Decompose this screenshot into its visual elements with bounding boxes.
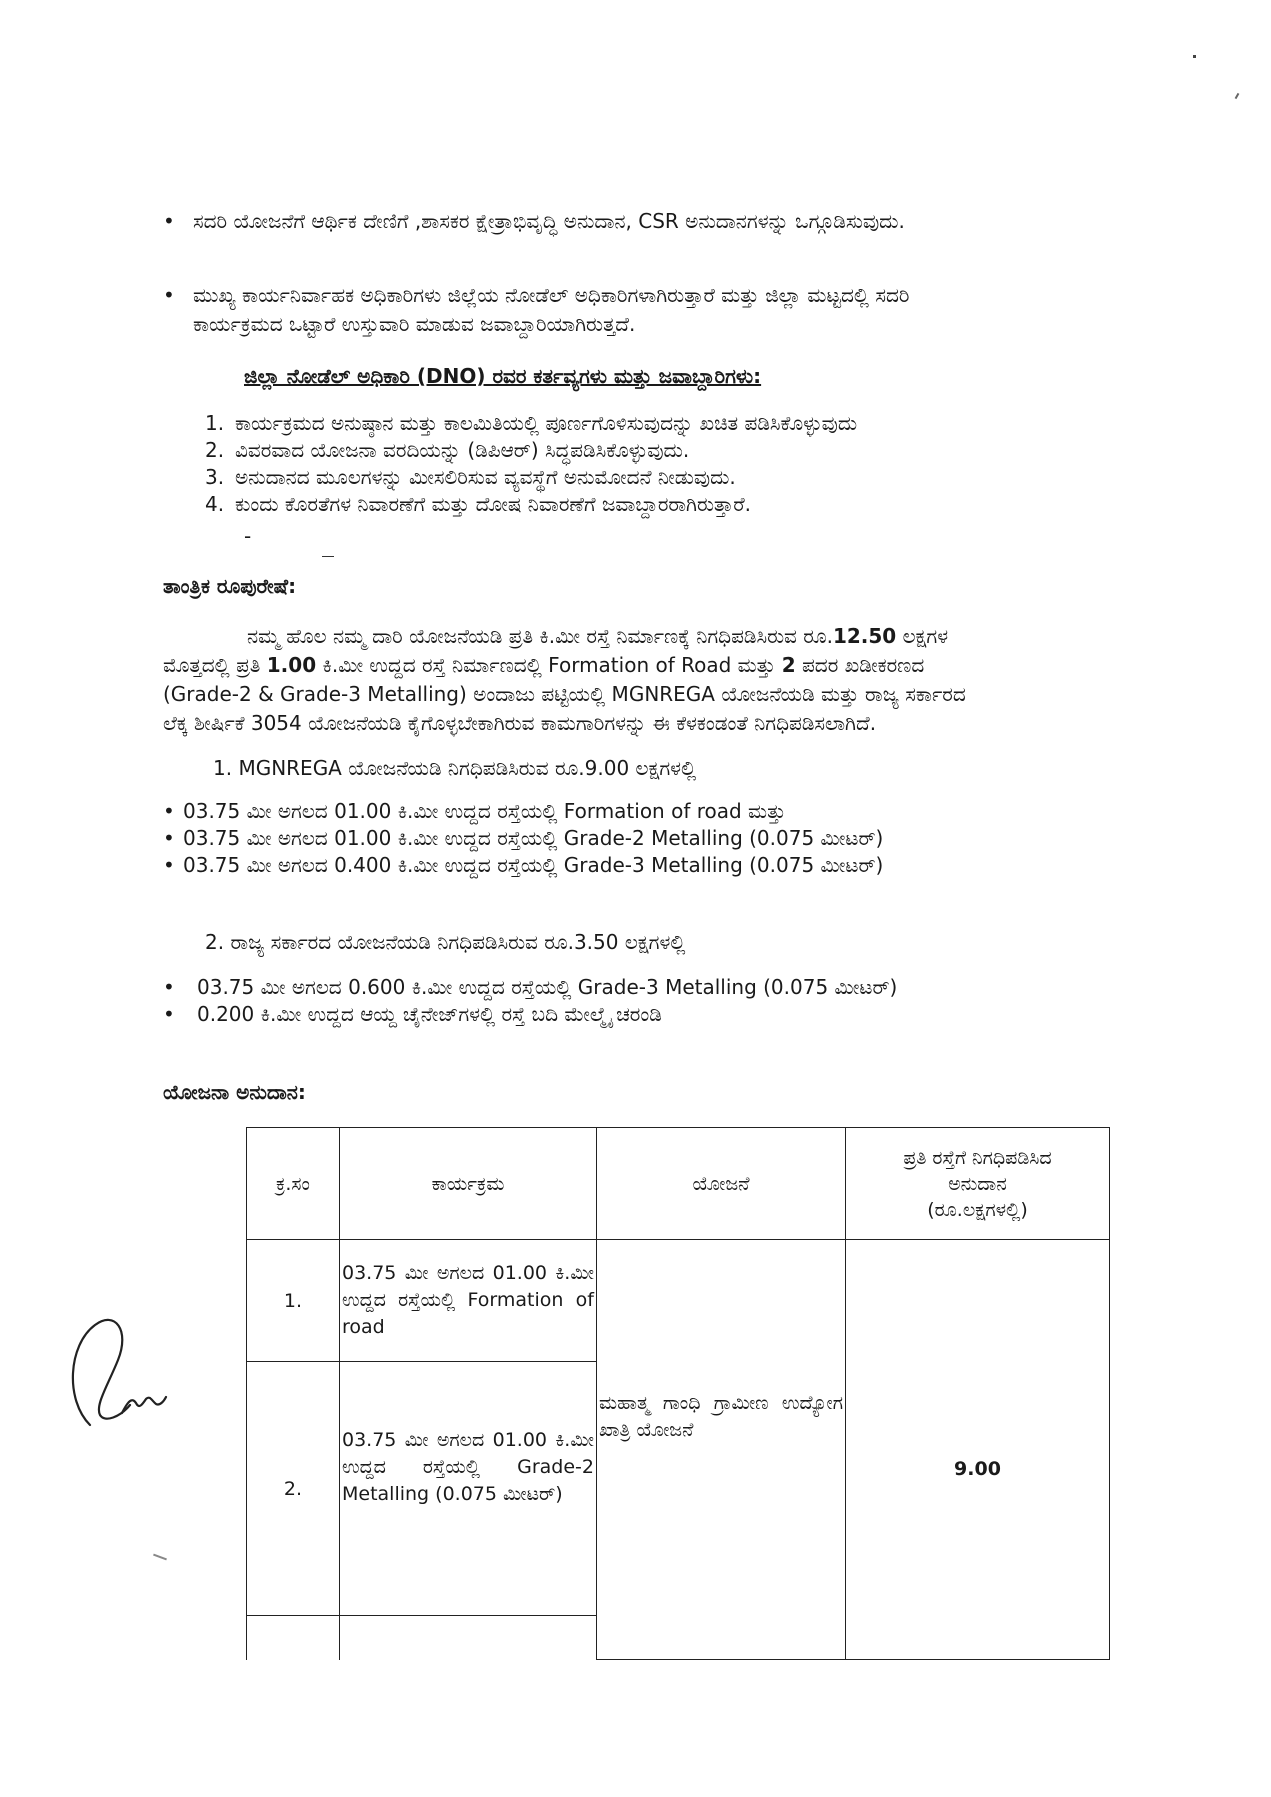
amount-cell: 9.00 [846, 1240, 1110, 1660]
bullet-icon: • [163, 283, 175, 307]
dno-duties-list [205, 410, 857, 518]
header-program: ಕಾರ್ಯಕ್ರಮ [340, 1128, 597, 1240]
row-program: 03.75 ಮೀ ಅಗಲದ 01.00 ಕಿ.ಮೀ ಉದ್ದದ ರಸ್ತೆಯಲ್ಲಿ Grade-2 Metalling (0.075 ಮೀಟರ್) [340, 1362, 597, 1616]
dno-heading: ಜಿಲ್ಲಾ ನೋಡೆಲ್ ಅಧಿಕಾರಿ (DNO) ರವರ ಕರ್ತವ್ಯಗಳು ಮತ್ತು ಜವಾಬ್ದಾರಿಗಳು: [244, 364, 762, 388]
signature-icon [60, 1305, 170, 1435]
list-item: • 0.200 ಕಿ.ಮೀ ಉದ್ದದ ಆಯ್ದ ಚೈನೇಜ್‌ಗಳಲ್ಲಿ ರಸ್ತೆ ಬದಿ ಮೇಲ್ಮೈ ಚರಂಡಿ [163, 1002, 662, 1026]
intro-bullet-1 [163, 207, 1121, 236]
list-item: • 03.75 ಮೀ ಅಗಲದ 01.00 ಕಿ.ಮೀ ಉದ್ದದ ರಸ್ತೆಯಲ್ಲಿ Grade-2 Metalling (0.075 ಮೀಟರ್) [163, 826, 884, 850]
scan-mark [153, 1554, 167, 1561]
sub2-heading: 2. ರಾಜ್ಯ ಸರ್ಕಾರದ ಯೋಜನೆಯಡಿ ನಿಗಧಿಪಡಿಸಿರುವ ರೂ.3.50 ಲಕ್ಷಗಳಲ್ಲಿ [205, 930, 686, 954]
row-program [340, 1616, 597, 1660]
scan-mark [1193, 55, 1196, 58]
row-serial: 1. [247, 1240, 340, 1362]
bullet-icon: • [163, 1002, 175, 1026]
sub1-list [163, 798, 1063, 879]
bullet-icon: • [163, 209, 175, 233]
header-scheme: ಯೋಜನೆ [597, 1128, 846, 1240]
scan-mark [1235, 93, 1240, 99]
row-serial: 2. [247, 1362, 340, 1616]
list-item: 3. ಅನುದಾನದ ಮೂಲಗಳನ್ನು ಮೀಸಲಿರಿಸುವ ವ್ಯವಸ್ಥೆಗೆ ಅನುಮೋದನೆ ನೀಡುವುದು. [205, 465, 736, 489]
intro-bullet-2 [163, 281, 1121, 339]
bullet-icon: • [163, 826, 175, 850]
grant-table [246, 1127, 1110, 1660]
bullet-icon: • [163, 975, 175, 999]
intro-bullet-1-text: ಸದರಿ ಯೋಜನೆಗೆ ಆರ್ಥಿಕ ದೇಣಿಗೆ ,ಶಾಸಕರ ಕ್ಷೇತ್ರಾಭಿವೃದ್ಧಿ ಅನುದಾನ, CSR ಅನುದಾನಗಳನ್ನು ಒಗ್ಗೂಡಿಸುವುದು. [193, 209, 905, 233]
sub2-list [163, 974, 1063, 1028]
scheme-cell: ಮಹಾತ್ಮ ಗಾಂಧಿ ಗ್ರಾಮೀಣ ಉದ್ಯೋಗ ಖಾತ್ರಿ ಯೋಜನೆ [597, 1240, 846, 1660]
grant-heading: ಯೋಜನಾ ಅನುದಾನ: [163, 1080, 306, 1104]
list-item: 2. ವಿವರವಾದ ಯೋಜನಾ ವರದಿಯನ್ನು (ಡಿಪಿಆರ್) ಸಿದ್ಧಪಡಿಸಿಕೊಳ್ಳುವುದು. [205, 438, 690, 462]
table-header-row [247, 1128, 1110, 1240]
header-amount: ಪ್ರತಿ ರಸ್ತೆಗೆ ನಿಗಧಿಪಡಿಸಿದ ಅನುದಾನ (ರೂ.ಲಕ್ಷಗಳಲ್ಲಿ) [846, 1128, 1110, 1240]
list-item: • 03.75 ಮೀ ಅಗಲದ 01.00 ಕಿ.ಮೀ ಉದ್ದದ ರಸ್ತೆಯಲ್ಲಿ Formation of road ಮತ್ತು [163, 799, 786, 823]
list-item: • 03.75 ಮೀ ಅಗಲದ 0.400 ಕಿ.ಮೀ ಉದ್ದದ ರಸ್ತೆಯಲ್ಲಿ Grade-3 Metalling (0.075 ಮೀಟರ್) [163, 853, 884, 877]
dash-mark: - [244, 524, 252, 548]
intro-bullet-2-line2: ಕಾರ್ಯಕ್ರಮದ ಒಟ್ಟಾರೆ ಉಸ್ತುವಾರಿ ಮಾಡುವ ಜವಾಬ್ದಾರಿಯಾಗಿರುತ್ತದೆ. [193, 312, 636, 336]
bullet-icon: • [163, 799, 175, 823]
row-program: 03.75 ಮೀ ಅಗಲದ 01.00 ಕಿ.ಮೀ ಉದ್ದದ ರಸ್ತೆಯಲ್ಲಿ Formation of road [340, 1240, 597, 1362]
intro-bullet-2-line1: ಮುಖ್ಯ ಕಾರ್ಯನಿರ್ವಾಹಕ ಅಧಿಕಾರಿಗಳು ಜಿಲ್ಲೆಯ ನೋಡೆಲ್ ಅಧಿಕಾರಿಗಳಾಗಿರುತ್ತಾರೆ ಮತ್ತು ಜಿಲ್ಲಾ ಮಟ್ಟದಲ್ಲಿ ಸದರಿ [193, 283, 910, 307]
list-item: • 03.75 ಮೀ ಅಗಲದ 0.600 ಕಿ.ಮೀ ಉದ್ದದ ರಸ್ತೆಯಲ್ಲಿ Grade-3 Metalling (0.075 ಮೀಟರ್) [163, 975, 898, 999]
table-row [247, 1240, 1110, 1362]
list-item: 4. ಕುಂದು ಕೊರತೆಗಳ ನಿವಾರಣೆಗೆ ಮತ್ತು ದೋಷ ನಿವಾರಣೆಗೆ ಜವಾಬ್ದಾರರಾಗಿರುತ್ತಾರೆ. [205, 492, 752, 516]
bullet-icon: • [163, 853, 175, 877]
technical-heading: ತಾಂತ್ರಿಕ ರೂಪುರೇಷೆ: [163, 574, 297, 598]
stray-mark [322, 556, 334, 557]
sub1-heading: 1. MGNREGA ಯೋಜನೆಯಡಿ ನಿಗಧಿಪಡಿಸಿರುವ ರೂ.9.00 ಲಕ್ಷಗಳಲ್ಲಿ [213, 756, 697, 780]
header-serial: ಕ್ರ.ಸಂ [247, 1128, 340, 1240]
technical-paragraph: ನಮ್ಮ ಹೊಲ ನಮ್ಮ ದಾರಿ ಯೋಜನೆಯಡಿ ಪ್ರತಿ ಕಿ.ಮೀ ರಸ್ತೆ ನಿರ್ಮಾಣಕ್ಕೆ ನಿಗಧಿಪಡಿಸಿರುವ ರೂ.12.50 ಲಕ್ಷಗಳ ಮೊತ್ತದಲ್ಲಿ ಪ್ರತಿ 1.00 ಕಿ.ಮೀ ಉದ್ದದ ರಸ್ತೆ ನಿರ್ಮಾಣದಲ್ಲಿ Formation of Road ಮತ್ತು 2 ಪದರ ಖಡೀಕರಣದ (Grade-2 & Grade-3 Metalling) ಅಂದಾಜು ಪಟ್ಟಿಯಲ್ಲಿ MGNREGA ಯೋಜನೆಯಡಿ ಮತ್ತು ರಾಜ್ಯ ಸರ್ಕಾರದ ಲೆಕ್ಕ ಶೀರ್ಷಿಕೆ 3054 ಯೋಜನೆಯಡಿ ಕೈಗೊಳ್ಳಬೇಕಾಗಿರುವ ಕಾಮಗಾರಿಗಳನ್ನು ಈ ಕೆಳಕಂಡಂತೆ ನಿಗಧಿಪಡಿಸಲಾಗಿದೆ. [163, 624, 966, 735]
list-item: 1. ಕಾರ್ಯಕ್ರಮದ ಅನುಷ್ಠಾನ ಮತ್ತು ಕಾಲಮಿತಿಯಲ್ಲಿ ಪೂರ್ಣಗೊಳಿಸುವುದನ್ನು ಖಚಿತ ಪಡಿಸಿಕೊಳ್ಳುವುದು [205, 411, 858, 435]
row-serial [247, 1616, 340, 1660]
